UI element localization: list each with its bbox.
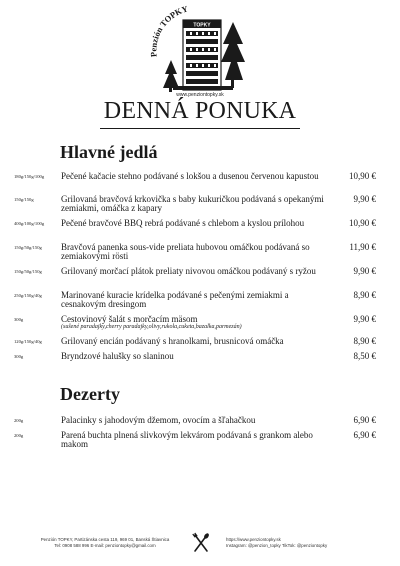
title-underline xyxy=(100,128,300,129)
item-name xyxy=(61,315,326,331)
item-price: 11,90 € xyxy=(349,242,376,252)
item-price: 6,90 € xyxy=(353,430,376,440)
item-name: Grilovaný morčací plátok preliaty nivovou omáčkou podávaný s ryžou xyxy=(61,266,316,276)
item-weight: 150g/50g/150g xyxy=(14,245,42,250)
item-weight: 120g/150g/40g xyxy=(14,339,42,344)
item-name-text: Cestovinový šalát s morčacím mäsom xyxy=(61,314,198,324)
item-ingredients: (sušené paradajky,cherry paradajky,olivy,rukola,cuketa,bazalka,parmezán) xyxy=(61,324,242,330)
item-price: 9,90 € xyxy=(353,314,376,324)
penzion-topky-logo xyxy=(145,4,255,100)
item-price: 9,90 € xyxy=(353,266,376,276)
item-weight: 400g/100g/100g xyxy=(14,221,45,226)
website-link[interactable]: https://www.penziontopky.sk xyxy=(226,537,281,542)
page-title: DENNÁ PONUKA xyxy=(103,98,297,124)
item-price: 8,90 € xyxy=(353,336,376,346)
item-name: Bryndzové halušky so slaninou xyxy=(61,351,174,361)
item-name: Palacinky s jahodovým džemom, ovocím a šľahačkou xyxy=(61,415,256,425)
section-title-desserts: Dezerty xyxy=(60,384,120,404)
hotel-building-icon xyxy=(173,20,233,90)
item-price: 10,90 € xyxy=(349,218,376,228)
item-name: Pečené bravčové BBQ rebrá podávané s chlebom a kyslou prílohou xyxy=(61,218,305,228)
item-name: Parená buchta plnená slivkovým lekvárom podávaná s grankom alebo makom xyxy=(61,430,313,449)
contact-text: Tel: 0908 588 996 E-mail: penziontopky@gmail.com xyxy=(54,543,156,548)
logo-arc-text: Penzión TOPKY xyxy=(148,4,190,58)
social-text: Instagram: @penzion_topky TikTok: @penziontopky xyxy=(226,543,328,548)
item-price: 10,90 € xyxy=(349,171,376,181)
item-name: Bravčová panenka sous-vide preliata hubovou omáčkou podávaná so zemiakovými rösti xyxy=(61,242,310,261)
footer-address xyxy=(20,537,190,549)
item-price: 6,90 € xyxy=(353,415,376,425)
footer-web xyxy=(226,537,376,549)
svg-text:TOPKY: TOPKY xyxy=(193,22,211,29)
item-name: Marinované kuracie krídelka podávané s pečenými zemiakmi a cesnakovým dresingom xyxy=(61,290,289,309)
item-name: Grilovaný encián podávaný s hranolkami, brusnicová omáčka xyxy=(61,336,284,346)
item-price: 9,90 € xyxy=(353,194,376,204)
item-weight: 200g xyxy=(14,433,24,438)
item-weight: 250g/150g/40g xyxy=(14,293,42,298)
item-weight: 180g/150g/100g xyxy=(14,174,45,179)
item-weight: 300g xyxy=(14,354,24,359)
item-name: Grilovaná bravčová krkovička s baby kukuričkou podávaná s opekanými zemiakmi, omáčka z kapary xyxy=(61,194,324,213)
item-weight: 300g xyxy=(14,317,24,322)
item-weight: 150g/50g/150g xyxy=(14,269,42,274)
item-name: Pečené kačacie stehno podávané s lokšou a dusenou červenou kapustou xyxy=(61,171,319,181)
logo-url: www.penziontopky.sk xyxy=(176,92,224,98)
item-price: 8,50 € xyxy=(353,351,376,361)
item-weight: 200g xyxy=(14,418,24,423)
address-text: Penzión TOPKY, Partizánska cesta 119, 969 01, Banská Štiavnica xyxy=(40,537,170,542)
section-title-main: Hlavné jedlá xyxy=(60,142,158,162)
fork-knife-icon xyxy=(190,532,212,554)
item-price: 8,90 € xyxy=(353,290,376,300)
item-weight: 150g/150g xyxy=(14,197,34,202)
